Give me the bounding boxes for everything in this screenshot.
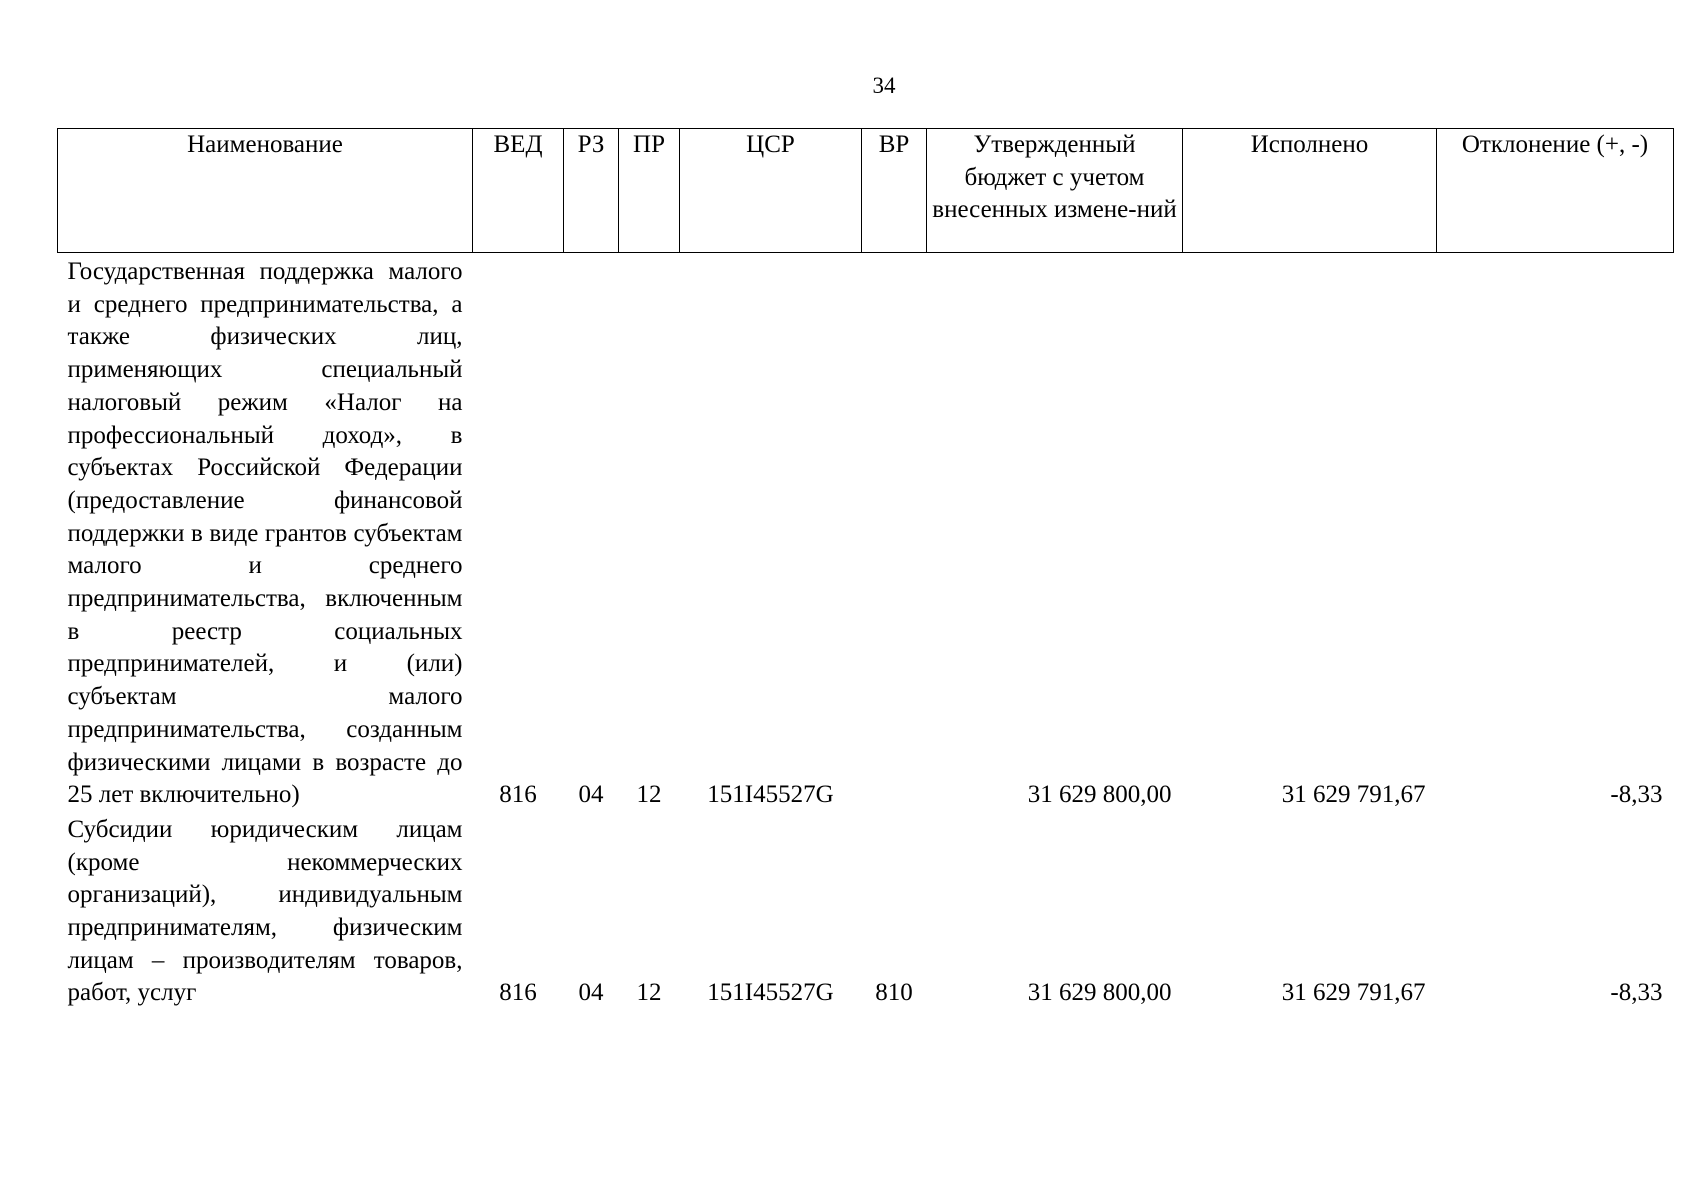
cell-rz: 04 bbox=[578, 979, 604, 1007]
cell-name: Государственная поддержка малого и среднего предпринимательства, а также физических лиц, применяющих специальный налоговый режим «Налог на профессиональный доход», в субъектах Российской Федерации (предоставление финансовой поддержки в виде грантов субъектам малого и среднего предпринимательства, включенным в реестр социальных предпринимателей, и (или) субъектам малого предпринимательства, созданным физическими лицами в возрасте до 25 лет включительно) bbox=[67, 258, 463, 809]
cell-ved: 816 bbox=[499, 781, 537, 809]
table-header bbox=[58, 129, 1674, 253]
header-pr: ПР bbox=[619, 129, 680, 253]
table-body bbox=[58, 253, 1674, 1011]
header-approved-budget: Утвержденный бюджет с учетом внесенных измене-ний bbox=[927, 129, 1183, 253]
cell-executed: 31 629 791,67 bbox=[1281, 979, 1426, 1007]
cell-vr bbox=[862, 253, 927, 812]
cell-approved-budget: 31 629 800,00 bbox=[1027, 979, 1172, 1007]
header-name: Наименование bbox=[58, 129, 473, 253]
table-header-row bbox=[58, 129, 1674, 253]
header-ved: ВЕД bbox=[473, 129, 564, 253]
header-executed: Исполнено bbox=[1183, 129, 1437, 253]
table-row bbox=[58, 812, 1674, 1010]
page-number: 34 bbox=[872, 73, 896, 98]
header-vr: ВР bbox=[862, 129, 927, 253]
cell-ved: 816 bbox=[499, 979, 537, 1007]
cell-csr: 151I45527G bbox=[707, 781, 834, 809]
header-deviation: Отклонение (+, -) bbox=[1437, 129, 1674, 253]
header-rz: РЗ bbox=[564, 129, 619, 253]
header-csr: ЦСР bbox=[680, 129, 862, 253]
cell-executed: 31 629 791,67 bbox=[1281, 781, 1426, 809]
cell-pr: 12 bbox=[636, 979, 662, 1007]
cell-rz: 04 bbox=[578, 781, 604, 809]
cell-approved-budget: 31 629 800,00 bbox=[1027, 781, 1172, 809]
cell-deviation: -8,33 bbox=[1610, 781, 1663, 809]
cell-vr: 810 bbox=[875, 979, 913, 1007]
cell-pr: 12 bbox=[636, 781, 662, 809]
cell-deviation: -8,33 bbox=[1610, 979, 1663, 1007]
budget-execution-table bbox=[57, 128, 1674, 1010]
table-row bbox=[58, 253, 1674, 812]
cell-csr: 151I45527G bbox=[707, 979, 834, 1007]
cell-name: Субсидии юридическим лицам (кроме некоммерческих организаций), индивидуальным предпринимателям, физическим лицам – производителям товаров, работ, услуг bbox=[67, 815, 463, 1007]
